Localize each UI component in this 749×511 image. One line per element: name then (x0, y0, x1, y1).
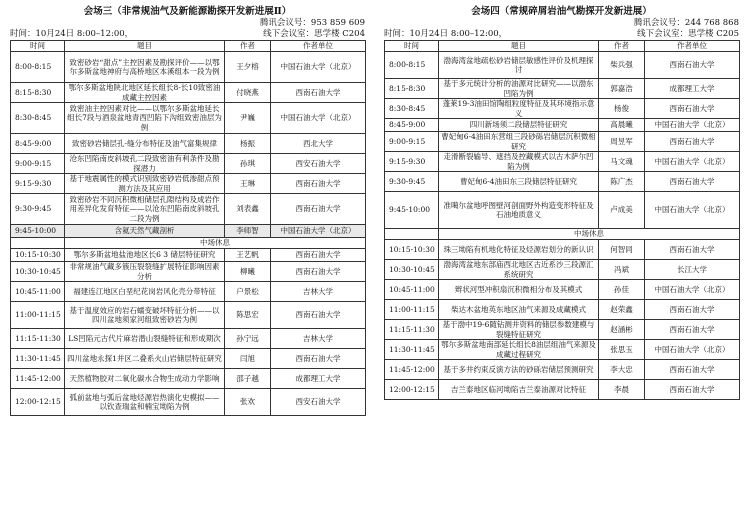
cell-time: 9:45-10:00 (385, 192, 439, 229)
table-row (385, 320, 740, 340)
cell-time (385, 229, 439, 240)
cell-topic: 致密砂岩储层孔-缝分布特征及油气富集规律 (65, 134, 225, 154)
cell-topic: 曹妃甸6-4油田东三段储层特征研究 (439, 172, 599, 192)
cell-topic: 基于温度效应的岩石蠕变破坏特征分析——以四川盆地须家河组致密砂岩为例 (65, 302, 225, 329)
table-row (11, 302, 366, 329)
cell-unit: 成都理工大学 (271, 369, 366, 389)
cell-unit: 中国石油大学（北京） (271, 225, 366, 238)
cell-topic: 准噶尔盆地呼图壁河剖面野外构造变形特征及石油地质意义 (439, 192, 599, 229)
cell-author: 周昱军 (599, 132, 645, 152)
cell-topic: 鄂尔多斯盆地盐池地区长6 3 储层特征研究 (65, 249, 225, 262)
table-row (11, 194, 366, 225)
meeting-id: 腾讯会议号：953 859 609 (259, 18, 365, 28)
cell-unit: 中国石油大学（北京） (645, 152, 740, 172)
schedule-table (384, 40, 740, 400)
cell-unit: 西南石油大学 (645, 380, 740, 400)
cell-unit: 西安石油大学 (271, 154, 366, 174)
table-row (11, 349, 366, 369)
cell-time: 10:45-11:00 (385, 280, 439, 300)
cell-author: 尹巍 (225, 103, 271, 134)
venue-title: 会场四（常规碎屑岩油气勘探开发新进展） (471, 6, 652, 17)
cell-time: 9:30-9:45 (385, 172, 439, 192)
table-row (385, 132, 740, 152)
cell-author: 王夕榕 (225, 52, 271, 83)
table-row (385, 152, 740, 172)
table-row (11, 225, 366, 238)
table-row (11, 369, 366, 389)
cell-unit: 吉林大学 (271, 282, 366, 302)
table-row (11, 134, 366, 154)
cell-time: 10:15-10:30 (385, 240, 439, 260)
cell-author: 柳曦 (225, 262, 271, 282)
cell-time: 9:00-9:15 (385, 132, 439, 152)
cell-topic: 鄂尔多斯盆地陕北地区延长组长8-长10致密油成藏主控因素 (65, 83, 225, 103)
cell-author: 邵子越 (225, 369, 271, 389)
cell-author: 杨俊 (599, 99, 645, 119)
cell-unit: 西南石油大学 (645, 172, 740, 192)
cell-time: 10:30-10:45 (385, 260, 439, 280)
table-row (11, 329, 366, 349)
cell-author: 杨振 (225, 134, 271, 154)
offline-room: 线下会议室：思学楼 C204 (263, 29, 365, 39)
table-row (385, 192, 740, 229)
cell-time: 8:00-8:15 (11, 52, 65, 83)
cell-topic: 基于地震属性的模式识别致密砂岩低渗甜点预测方法及其应用 (65, 174, 225, 194)
cell-unit: 西南石油大学 (645, 320, 740, 340)
cell-unit: 西南石油大学 (271, 302, 366, 329)
cell-topic: 渤海湾盆地疏松砂岩储层敏感性评价及机理探讨 (439, 52, 599, 79)
venue-title: 会场三（非常规油气及新能源勘探开发新进展Ⅱ） (83, 6, 292, 17)
cell-topic: LS凹陷元古代片麻岩潜山裂缝特征和形成期次 (65, 329, 225, 349)
cell-unit: 西南石油大学 (645, 360, 740, 380)
table-row (11, 262, 366, 282)
table-row (385, 172, 740, 192)
session-time: 时间：10月24日 8:00–12:00， (10, 29, 134, 39)
cell-time: 11:30-11:45 (11, 349, 65, 369)
cell-topic: 致密砂岩不同沉积微相储层孔隙结构及成岩作用差异化发育特征——以沧东凹陷南皮斜坡孔二段为例 (65, 194, 225, 225)
cell-unit: 中国石油大学（北京） (271, 103, 366, 134)
cell-author: 卢成美 (599, 192, 645, 229)
cell-author: 张欢 (225, 389, 271, 416)
cell-unit: 西南石油大学 (645, 240, 740, 260)
table-row (11, 103, 366, 134)
cell-author: 赵涵彬 (599, 320, 645, 340)
session-time: 时间：10月24日 8:00–12:00， (384, 29, 508, 39)
cell-author: 柴兵强 (599, 52, 645, 79)
cell-time: 8:30-8:45 (11, 103, 65, 134)
cell-unit: 中国石油大学（北京） (271, 52, 366, 83)
cell-topic: 基于多元统计分析的油源对比研究——以渤东凹陷为例 (439, 79, 599, 99)
col-header-unit: 作者单位 (271, 41, 366, 52)
cell-author: 王琳 (225, 174, 271, 194)
cell-author: 张思玉 (599, 340, 645, 360)
cell-unit: 西南石油大学 (271, 194, 366, 225)
cell-topic: 沧东凹陷南皮斜坡孔二段致密油有利条件及勘探潜力 (65, 154, 225, 174)
cell-unit: 西南石油大学 (271, 174, 366, 194)
cell-author: 孙宁远 (225, 329, 271, 349)
table-row (385, 340, 740, 360)
cell-topic: 弧前盆地与弧后盆地烃源岩热演化史模拟——以钦查瑞盆和楠宝坳陷为例 (65, 389, 225, 416)
cell-time: 9:15-9:30 (385, 152, 439, 172)
table-row (11, 52, 366, 83)
cell-author: 孙佳 (599, 280, 645, 300)
cell-author: 陈思宏 (225, 302, 271, 329)
cell-author: 高晨曦 (599, 119, 645, 132)
cell-author: 李大忠 (599, 360, 645, 380)
cell-time: 11:45-12:00 (11, 369, 65, 389)
cell-topic: 珠三坳陷有机地化特征及烃源岩划分的新认识 (439, 240, 599, 260)
cell-unit: 中国石油大学（北京） (645, 192, 740, 229)
cell-topic: 蓬莱19-3油田馆陶组粒度特征及其环境指示意义 (439, 99, 599, 119)
cell-author: 刘表鑫 (225, 194, 271, 225)
cell-unit: 成都理工大学 (645, 79, 740, 99)
table-row (11, 174, 366, 194)
table-row (11, 282, 366, 302)
cell-topic: 曹妃甸6-4油田东营组三段砂砾岩储层沉积微相研究 (439, 132, 599, 152)
cell-time: 9:15-9:30 (11, 174, 65, 194)
table-row (385, 79, 740, 99)
col-header-author: 作者 (225, 41, 271, 52)
break-row (11, 238, 366, 249)
cell-time: 9:00-9:15 (11, 154, 65, 174)
cell-topic: 天然植物胶对二氧化碳水合物生成动力学影响 (65, 369, 225, 389)
cell-topic: 基于渤中19-6随钻测井资料的储层参数建模与裂缝特征研究 (439, 320, 599, 340)
col-header-time: 时间 (385, 41, 439, 52)
table-row (385, 280, 740, 300)
cell-author: 陈广杰 (599, 172, 645, 192)
cell-topic: 致密油主控因素对比——以鄂尔多斯盆地延长组长7段与酒泉盆地青西凹陷下沟组致密油层为例 (65, 103, 225, 134)
cell-author: 冯斌 (599, 260, 645, 280)
table-row (385, 52, 740, 79)
table-row (385, 240, 740, 260)
offline-room: 线下会议室：思学楼 C205 (637, 29, 739, 39)
cell-author: 付晓燕 (225, 83, 271, 103)
cell-time: 8:00-8:15 (385, 52, 439, 79)
cell-time: 12:00-12:15 (11, 389, 65, 416)
cell-unit: 西南石油大学 (271, 349, 366, 369)
cell-unit: 西安石油大学 (271, 389, 366, 416)
cell-time: 10:45-11:00 (11, 282, 65, 302)
cell-author: 马文魂 (599, 152, 645, 172)
cell-time: 10:30-10:45 (11, 262, 65, 282)
venue-four (384, 6, 739, 400)
cell-author: 李师智 (225, 225, 271, 238)
meeting-id: 腾讯会议号：244 768 868 (633, 18, 739, 28)
cell-time: 8:30-8:45 (385, 99, 439, 119)
table-row (385, 260, 740, 280)
cell-time: 8:45-9:00 (385, 119, 439, 132)
col-header-unit: 作者单位 (645, 41, 740, 52)
cell-topic: 辫状河型冲积扇沉积微相分布及其模式 (439, 280, 599, 300)
cell-time: 11:00-11:15 (385, 300, 439, 320)
col-header-author: 作者 (599, 41, 645, 52)
table-row (385, 99, 740, 119)
cell-unit: 西南石油大学 (271, 83, 366, 103)
col-header-topic: 题目 (65, 41, 225, 52)
cell-topic: 渤海湾盆地东部庙西北地区古近系沙三段源汇系统研究 (439, 260, 599, 280)
cell-time: 11:15-11:30 (11, 329, 65, 349)
table-row (385, 119, 740, 132)
cell-topic: 鄂尔多斯盆地南部延长组长8油层组油气来源及成藏过程研究 (439, 340, 599, 360)
cell-author: 李晨 (599, 380, 645, 400)
cell-topic: 四川盆地永探1井区二叠系火山岩储层特征研究 (65, 349, 225, 369)
cell-unit: 西南石油大学 (645, 52, 740, 79)
cell-time: 11:30-11:45 (385, 340, 439, 360)
cell-author: 闫旭 (225, 349, 271, 369)
cell-time: 11:45-12:00 (385, 360, 439, 380)
cell-topic: 非常规油气藏多簇压裂裂缝扩展特征影响因素分析 (65, 262, 225, 282)
schedule-table (10, 40, 366, 416)
cell-time: 11:00-11:15 (11, 302, 65, 329)
table-row (11, 249, 366, 262)
cell-topic: 含氦天然气藏剖析 (65, 225, 225, 238)
table-row (385, 360, 740, 380)
cell-time: 8:15-8:30 (11, 83, 65, 103)
cell-time: 9:30-9:45 (11, 194, 65, 225)
cell-unit: 中国石油大学（北京） (645, 280, 740, 300)
cell-topic: 走滑断裂输导、遮挡及控藏模式以古木萨尔凹陷为例 (439, 152, 599, 172)
table-row (11, 389, 366, 416)
cell-time: 12:00-12:15 (385, 380, 439, 400)
cell-author: 何智同 (599, 240, 645, 260)
col-header-time: 时间 (11, 41, 65, 52)
break-label: 中场休息 (65, 238, 366, 249)
table-row (385, 380, 740, 400)
cell-time: 10:15-10:30 (11, 249, 65, 262)
cell-time: 11:15-11:30 (385, 320, 439, 340)
cell-unit: 西北大学 (271, 134, 366, 154)
table-row (385, 300, 740, 320)
cell-unit: 西南石油大学 (645, 99, 740, 119)
cell-unit: 中国石油大学（北京） (645, 340, 740, 360)
cell-topic: 四川新场须二段储层特征研究 (439, 119, 599, 132)
cell-author: 赵荣鑫 (599, 300, 645, 320)
cell-unit: 西南石油大学 (645, 132, 740, 152)
break-row (385, 229, 740, 240)
cell-topic: 基于多井约束反演方法的砂砾岩储层预测研究 (439, 360, 599, 380)
cell-author: 郭嘉浩 (599, 79, 645, 99)
cell-time: 8:15-8:30 (385, 79, 439, 99)
cell-topic: 柴达木盆地英东地区油气来源及成藏模式 (439, 300, 599, 320)
cell-unit: 西南石油大学 (645, 300, 740, 320)
cell-unit: 吉林大学 (271, 329, 366, 349)
cell-unit: 中国石油大学（北京） (645, 119, 740, 132)
cell-time: 8:45-9:00 (11, 134, 65, 154)
cell-unit: 西南石油大学 (271, 249, 366, 262)
cell-topic: 福建连江地区白垩纪花岗岩风化壳分带特征 (65, 282, 225, 302)
cell-unit: 西南石油大学 (271, 262, 366, 282)
cell-topic: 致密砂岩“甜点”主控因素及勘探评价——以鄂尔多斯盆地神府与高桥地区本溪组本一段为例 (65, 52, 225, 83)
cell-author: 王艺帆 (225, 249, 271, 262)
cell-time: 9:45-10:00 (11, 225, 65, 238)
table-row (11, 83, 366, 103)
cell-time (11, 238, 65, 249)
cell-author: 孙琪 (225, 154, 271, 174)
cell-unit: 长江大学 (645, 260, 740, 280)
col-header-topic: 题目 (439, 41, 599, 52)
break-label: 中场休息 (439, 229, 740, 240)
cell-author: 户景松 (225, 282, 271, 302)
venue-three (10, 6, 365, 416)
cell-topic: 吉兰泰地区临河坳陷吉兰泰油源对比特征 (439, 380, 599, 400)
table-row (11, 154, 366, 174)
